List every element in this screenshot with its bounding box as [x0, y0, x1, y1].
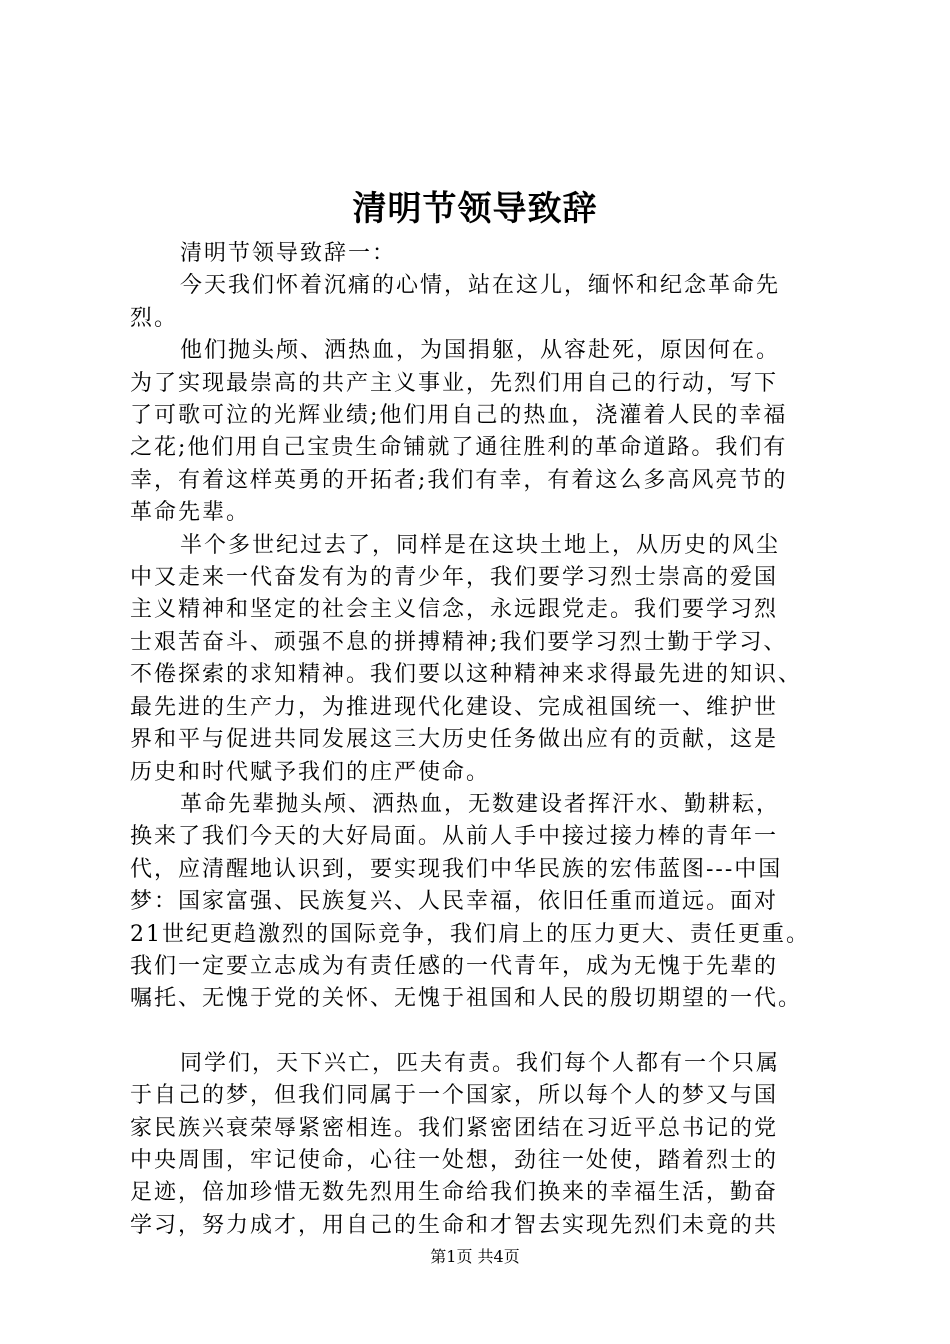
paragraph: 今天我们怀着沉痛的心情，站在这儿，缅怀和纪念革命先 烈。: [130, 273, 781, 331]
paragraph: 他们抛头颅、洒热血，为国捐躯，从容赴死，原因何在。 为了实现最崇高的共产主义事业，先烈们用自己的行动，写下 了可歌可泣的光辉业绩;他们用自己的热血，浇灌着人民的幸福 之花;他们用自己宝贵生命铺就了通往胜利的革命道路。我们有 幸，有着这样英勇的开拓者;我们有幸，有着这么多高风亮节的 革命先辈。: [130, 338, 788, 526]
page-footer: 第1页 共4页: [430, 1247, 520, 1266]
document-body: [130, 238, 852, 1242]
paragraph: 半个多世纪过去了，同样是在这块土地上，从历史的风尘 中又走来一代奋发有为的青少年，我们要学习烈士崇高的爱国 主义精神和坚定的社会主义信念，永远跟党走。我们要学习烈 士艰苦奋斗、顽强不息的拼搏精神;我们要学习烈士勤于学习、 不倦探索的求知精神。我们要以这种精神来求得最先进的知识、 最先进的生产力，为推进现代化建设、完成祖国统一、维护世 界和平与促进共同发展这三大历史任务做出应有的贡献，这是 历史和时代赋予我们的庄严使命。: [130, 532, 803, 785]
paragraph-heading: 清明节领导致辞一：: [180, 241, 397, 266]
paragraph: 革命先辈抛头颅、洒热血，无数建设者挥汗水、勤耕耘， 换来了我们今天的大好局面。从前人手中接过接力棒的青年一 代，应清醒地认识到，要实现我们中华民族的宏伟蓝图---中国 梦：国家富强、民族复兴、人民幸福，依旧任重而道远。面对 21世纪更趋激烈的国际竞争，我们肩上的压力更大、责任更重。 我们一定要立志成为有责任感的一代青年，成为无愧于先辈的 嘱托、无愧于党的关怀、无愧于祖国和人民的殷切期望的一代。: [130, 791, 810, 1012]
document-title: 清明节领导致辞: [352, 189, 598, 229]
paragraph: 同学们，天下兴亡，匹夫有责。我们每个人都有一个只属 于自己的梦，但我们同属于一个国家，所以每个人的梦又与国 家民族兴衰荣辱紧密相连。我们紧密团结在习近平总书记的党 中央周围，牢记使命，心往一处想，劲往一处使，踏着烈士的 足迹，倍加珍惜无数先烈用生命给我们换来的幸福生活，勤奋 学习，努力成才，用自己的生命和才智去实现先烈们未竟的共: [130, 1050, 781, 1238]
